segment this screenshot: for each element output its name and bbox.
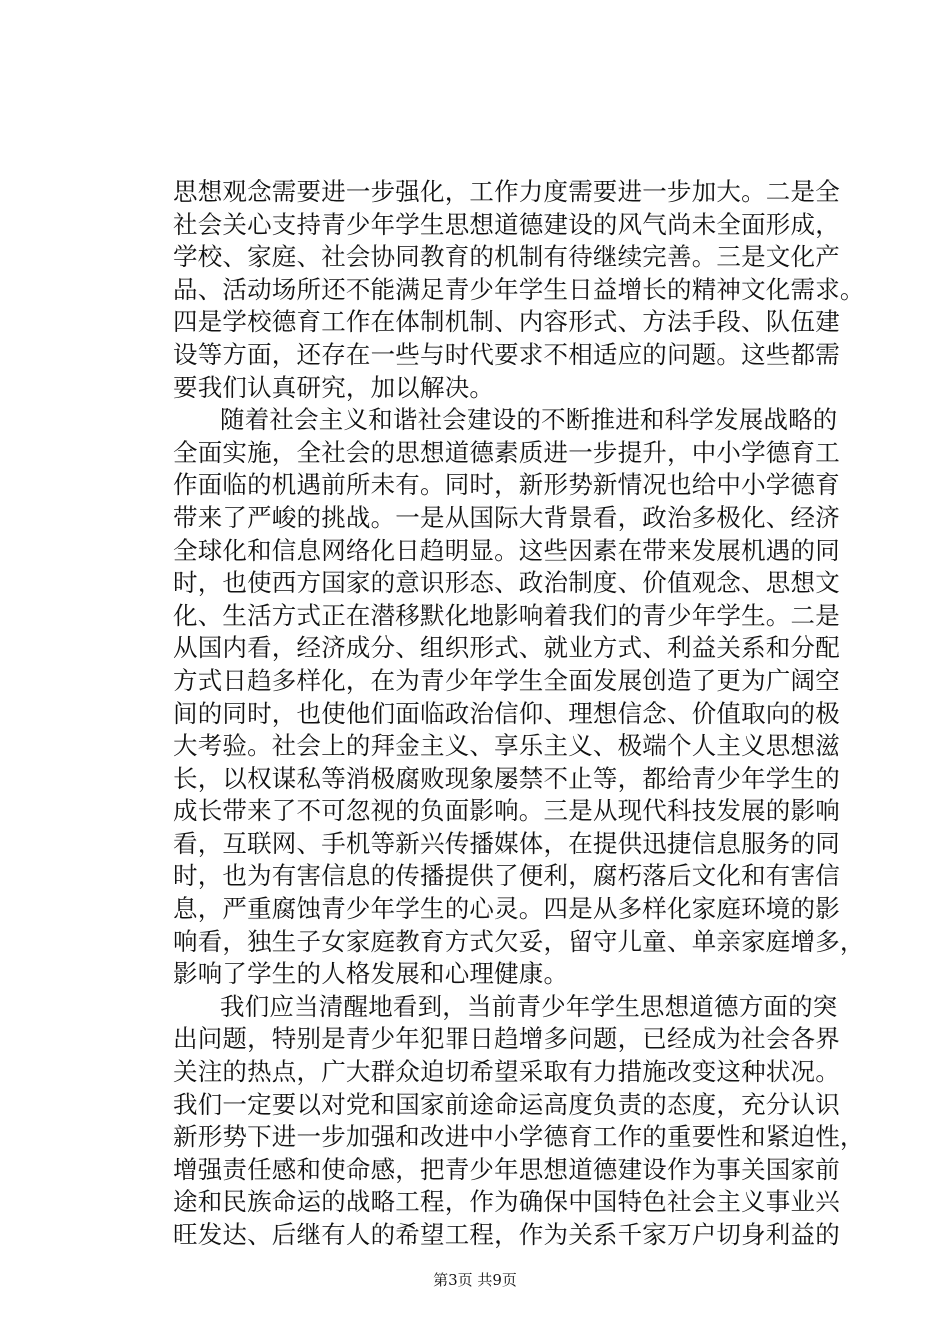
text-line: 作面临的机遇前所未有。同时，新形势新情况也给中小学德育 <box>173 470 840 500</box>
text-line: 出问题，特别是青少年犯罪日趋增多问题，已经成为社会各界 <box>173 1024 840 1054</box>
body-text <box>173 176 865 1252</box>
text-line: 四是学校德育工作在体制机制、内容形式、方法手段、队伍建 <box>173 307 840 337</box>
text-line: 息，严重腐蚀青少年学生的心灵。四是从多样化家庭环境的影 <box>173 894 840 924</box>
text-line: 学校、家庭、社会协同教育的机制有待继续完善。三是文化产 <box>173 242 840 272</box>
text-line: 全面实施，全社会的思想道德素质进一步提升，中小学德育工 <box>173 437 840 467</box>
text-line: 从国内看，经济成分、组织形式、就业方式、利益关系和分配 <box>173 633 840 663</box>
text-line: 化、生活方式正在潜移默化地影响着我们的青少年学生。二是 <box>173 600 840 630</box>
text-line: 随着社会主义和谐社会建设的不断推进和科学发展战略的 <box>220 405 838 435</box>
text-line: 看，互联网、手机等新兴传播媒体，在提供迅捷信息服务的同 <box>173 828 840 858</box>
text-line: 全球化和信息网络化日趋明显。这些因素在带来发展机遇的同 <box>173 535 840 565</box>
text-line: 我们应当清醒地看到，当前青少年学生思想道德方面的突 <box>220 991 838 1021</box>
text-line: 方式日趋多样化，在为青少年学生全面发展创造了更为广阔空 <box>173 665 840 695</box>
text-line: 品、活动场所还不能满足青少年学生日益增长的精神文化需求。 <box>173 274 865 304</box>
text-line: 响看，独生子女家庭教育方式欠妥，留守儿童、单亲家庭增多， <box>173 926 865 956</box>
text-line: 关注的热点，广大群众迫切希望采取有力措施改变这种状况。 <box>173 1057 840 1087</box>
text-line: 时，也使西方国家的意识形态、政治制度、价值观念、思想文 <box>173 568 840 598</box>
text-line: 影响了学生的人格发展和心理健康。 <box>173 959 569 989</box>
text-line: 长，以权谋私等消极腐败现象屡禁不止等，都给青少年学生的 <box>173 763 840 793</box>
text-line: 思想观念需要进一步强化，工作力度需要进一步加大。二是全 <box>173 177 840 206</box>
text-line: 设等方面，还存在一些与时代要求不相适应的问题。这些都需 <box>173 339 840 369</box>
page-footer: 第3页 共9页 <box>433 1271 517 1289</box>
text-line: 间的同时，也使他们面临政治信仰、理想信念、价值取向的极 <box>173 698 840 728</box>
text-line: 社会关心支持青少年学生思想道德建设的风气尚未全面形成， <box>173 209 840 239</box>
text-line: 我们一定要以对党和国家前途命运高度负责的态度，充分认识 <box>173 1089 840 1119</box>
text-line: 新形势下进一步加强和改进中小学德育工作的重要性和紧迫性， <box>173 1122 865 1152</box>
text-line: 途和民族命运的战略工程，作为确保中国特色社会主义事业兴 <box>173 1187 840 1217</box>
text-line: 时，也为有害信息的传播提供了便利，腐朽落后文化和有害信 <box>173 861 840 891</box>
text-line: 旺发达、后继有人的希望工程，作为关系千家万户切身利益的 <box>173 1220 840 1249</box>
text-line: 成长带来了不可忽视的负面影响。三是从现代科技发展的影响 <box>173 796 840 826</box>
text-line: 增强责任感和使命感，把青少年思想道德建设作为事关国家前 <box>173 1154 840 1184</box>
text-line: 大考验。社会上的拜金主义、享乐主义、极端个人主义思想滋 <box>173 731 840 761</box>
text-line: 带来了严峻的挑战。一是从国际大背景看，政治多极化、经济 <box>173 502 840 532</box>
text-line: 要我们认真研究，加以解决。 <box>173 372 495 402</box>
